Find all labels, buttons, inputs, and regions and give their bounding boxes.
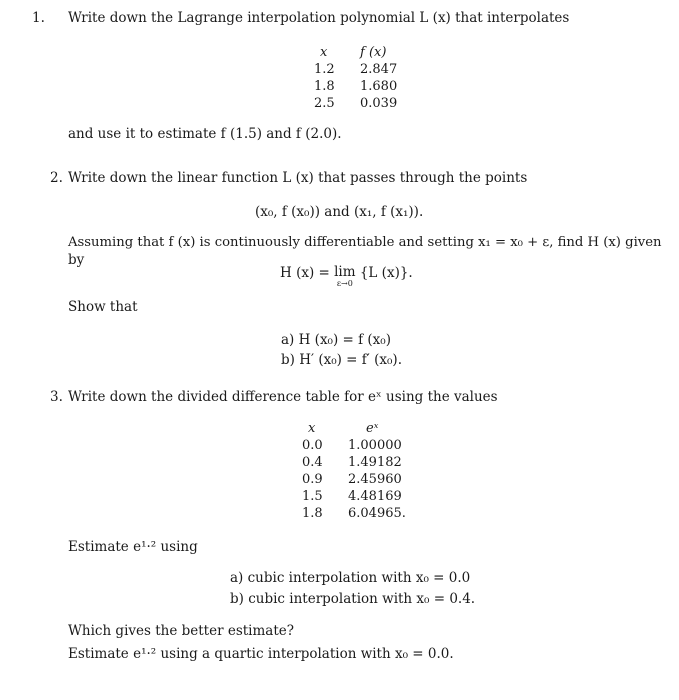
- q3-part-a: a) cubic interpolation with x₀ = 0.0: [230, 570, 471, 586]
- q1-number: 1.: [32, 10, 45, 26]
- q2-number: 2.: [50, 170, 63, 186]
- table-header-x: x: [308, 421, 316, 436]
- table-header-x: x: [320, 45, 328, 60]
- table-row: [302, 454, 406, 471]
- q1-followup: and use it to estimate f (1.5) and f (2.0).: [68, 126, 342, 142]
- table-cell: 2.847: [360, 62, 398, 77]
- q2-prompt: Write down the linear function L (x) that passes through the points: [68, 170, 528, 186]
- table-cell: 1.8: [302, 506, 323, 521]
- q2-part-a: a) H (x₀) = f (x₀): [281, 332, 391, 348]
- table-cell: 1.680: [360, 79, 398, 94]
- lim-sub: ε→0: [336, 279, 353, 288]
- table-cell: 4.48169: [348, 489, 402, 504]
- table-cell: 2.45960: [348, 472, 402, 487]
- table-cell: 1.00000: [348, 438, 402, 453]
- table-row: [314, 95, 397, 112]
- table-cell: 0.0: [302, 438, 323, 453]
- table-row: [302, 505, 406, 522]
- table-cell: 6.04965.: [348, 506, 406, 521]
- table-header-row: [302, 420, 406, 437]
- table-cell: 1.5: [302, 489, 323, 504]
- q3-number: 3.: [50, 389, 63, 405]
- table-header-row: [314, 44, 397, 61]
- limit: [334, 265, 355, 288]
- h-lhs: H (x) =: [280, 265, 335, 281]
- q3-table: [302, 420, 406, 522]
- h-rhs: {L (x)}.: [355, 265, 413, 281]
- lim-word: lim: [334, 264, 356, 280]
- q1-prompt: Write down the Lagrange interpolation polynomial L (x) that interpolates: [68, 10, 570, 26]
- q3-quartic: Estimate e¹·² using a quartic interpolation with x₀ = 0.0.: [68, 646, 454, 662]
- q2-assume-line1: Assuming that f (x) is continuously differentiable and setting x₁ = x₀ + ε, find H (x) given: [68, 235, 662, 250]
- q2-part-b: b) H′ (x₀) = f′ (x₀).: [281, 352, 402, 368]
- table-row: [302, 488, 406, 505]
- table-cell: 1.8: [314, 79, 335, 94]
- table-cell: 0.4: [302, 455, 323, 470]
- q2-show-that: Show that: [68, 299, 138, 315]
- q1-table: [314, 44, 397, 112]
- table-row: [314, 78, 397, 95]
- table-cell: 0.9: [302, 472, 323, 487]
- q2-assume-line2: by: [68, 252, 85, 268]
- table-header-ex: eˣ: [366, 421, 379, 436]
- table-row: [302, 437, 406, 454]
- table-cell: 1.2: [314, 62, 335, 77]
- q3-estimate: Estimate e¹·² using: [68, 539, 198, 555]
- q3-prompt: Write down the divided difference table for eˣ using the values: [68, 389, 498, 405]
- table-row: [314, 61, 397, 78]
- table-cell: 2.5: [314, 96, 335, 111]
- table-header-fx: f (x): [360, 45, 387, 60]
- table-row: [302, 471, 406, 488]
- table-cell: 1.49182: [348, 455, 402, 470]
- q2-points: (x₀, f (x₀)) and (x₁, f (x₁)).: [255, 204, 424, 220]
- q3-part-b: b) cubic interpolation with x₀ = 0.4.: [230, 591, 476, 607]
- q3-which: Which gives the better estimate?: [68, 623, 295, 639]
- q2-h-formula: [280, 265, 413, 288]
- table-cell: 0.039: [360, 96, 398, 111]
